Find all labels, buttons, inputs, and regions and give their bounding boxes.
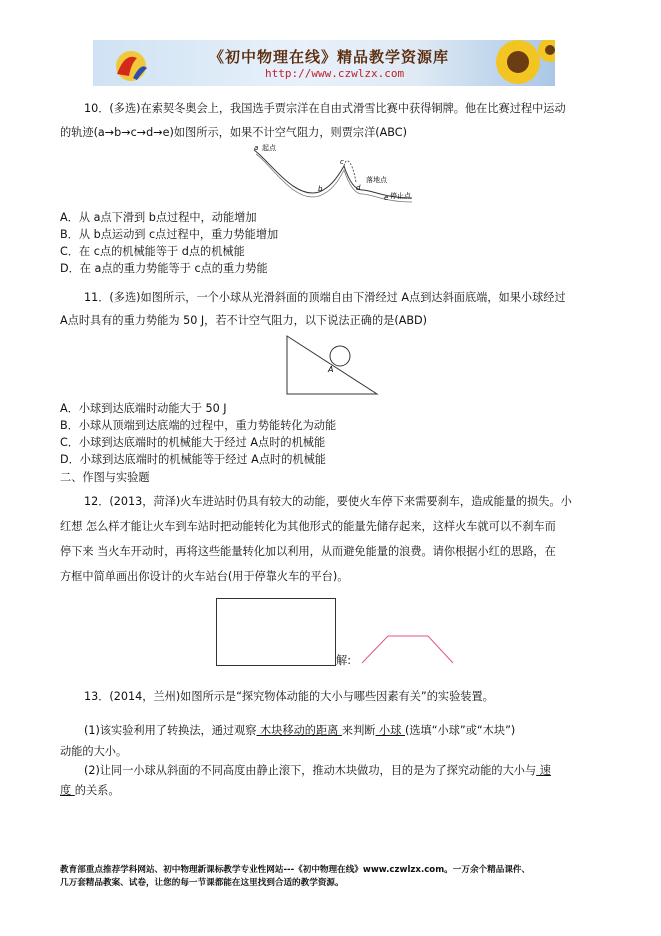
q10-stem-line1: 10．(多选)在索契冬奥会上，我国选手贾宗洋在自由式滑雪比赛中获得铜牌。他在比赛过程中运动 — [84, 102, 566, 115]
q10-fig-label-e: e — [384, 194, 389, 202]
q10-fig-label-landing: 落地点 — [366, 176, 387, 184]
q11-stem-line2: A点时具有的重力势能为 50 J，若不计空气阻力，以下说法正确的是(ABD) — [60, 314, 428, 327]
q10-option-d: D．在 a点的重力势能等于 c点的重力势能 — [60, 262, 268, 275]
q12-stem-line4: 方框中简单画出你设计的火车站台(用于停靠火车的平台)。 — [60, 570, 349, 583]
q10-option-a: A．从 a点下滑到 b点过程中，动能增加 — [60, 211, 257, 224]
section-heading: 二、作图与实验题 — [60, 471, 150, 484]
q10-fig-label-c: c — [340, 158, 344, 166]
q10-fig-label-b: b — [318, 185, 323, 193]
q10-option-b: B．从 b点运动到 c点过程中，重力势能增加 — [60, 228, 279, 241]
q13-blank-speed-b: 度 — [60, 784, 75, 797]
q12-platform-sketch — [358, 630, 456, 666]
q11-fig-label-a: A — [328, 365, 334, 374]
q11-option-a: A．小球到达底端时动能大于 50 J — [60, 402, 227, 415]
q13-blank-distance: 木块移动的距离 — [256, 724, 342, 737]
banner-title: 《初中物理在线》精品教学资源库 — [209, 48, 450, 66]
q13-blank-speed-a: 速 — [536, 764, 551, 777]
q10-ski-trajectory-figure — [244, 140, 424, 206]
q11-option-c: C．小球到达底端时的机械能大于经过 A点时的机械能 — [60, 436, 326, 449]
q10-fig-label-stop: 停止点 — [390, 192, 411, 200]
q12-answer-label: 解: — [336, 654, 351, 667]
q13-part2-line2: 度 的关系。 — [60, 784, 120, 797]
q13-part1-line2: 动能的大小。 — [60, 745, 128, 758]
q11-option-d: D．小球到达底端时的机械能等于经过 A点时的机械能 — [60, 453, 326, 466]
q12-stem-line1: 12．(2013，菏泽)火车进站时仍具有较大的动能，要使火车停下来需要刹车，造成能量的损失。小 — [84, 495, 572, 508]
q12-answer-box — [216, 598, 336, 666]
q11-incline-figure — [282, 332, 382, 398]
q10-stem-line2: 的轨迹(a→b→c→d→e)如图所示，如果不计空气阻力，则贾宗洋(ABC) — [60, 126, 407, 139]
q13-stem: 13．(2014，兰州)如图所示是“探究物体动能的大小与哪些因素有关”的实验装置。 — [84, 690, 494, 703]
q10-fig-label-start: 起点 — [262, 144, 276, 152]
q10-fig-label-d: d — [356, 184, 361, 192]
q13-part2-line1: (2)让同一小球从斜面的不同高度由静止滚下，推动木块做功，目的是为了探究动能的大小与 速 — [84, 764, 551, 777]
q10-fig-label-a: a — [254, 144, 259, 152]
footer-line2: 几万套精品教案、试卷，让您的每一节课都能在这里找到合适的教学资源。 — [60, 878, 344, 888]
site-logo — [111, 44, 151, 84]
q12-stem-line2: 红想 怎么样才能让火车到车站时把动能转化为其他形式的能量先储存起来，这样火车就可以不刹车而 — [60, 520, 556, 533]
header-banner — [93, 40, 555, 86]
q11-stem-line1: 11．(多选)如图所示，一个小球从光滑斜面的顶端自由下滑经过 A点到达斜面底端，如果小球经过 — [84, 291, 566, 304]
q13-blank-ball: 小球 — [375, 724, 405, 737]
footer-line1: 教育部重点推荐学科网站、初中物理新课标教学专业性网站---《初中物理在线》www.czwlzx.com。一万余个精品课件、 — [60, 865, 531, 875]
q11-option-b: B．小球从顶端到达底端的过程中，重力势能转化为动能 — [60, 419, 337, 432]
sunflower-image — [488, 40, 555, 86]
q13-part1-line1: (1)该实验利用了转换法，通过观察 木块移动的距离 来判断 小球 (选填“小球”或“木块”) — [84, 724, 516, 737]
q10-option-c: C．在 c点的机械能等于 d点的机械能 — [60, 245, 245, 258]
q12-stem-line3: 停下来 当火车开动时，再将这些能量转化加以利用，从而避免能量的浪费。请你根据小红的思路，在 — [60, 545, 556, 558]
banner-url: http://www.czwlzx.com — [265, 67, 405, 80]
